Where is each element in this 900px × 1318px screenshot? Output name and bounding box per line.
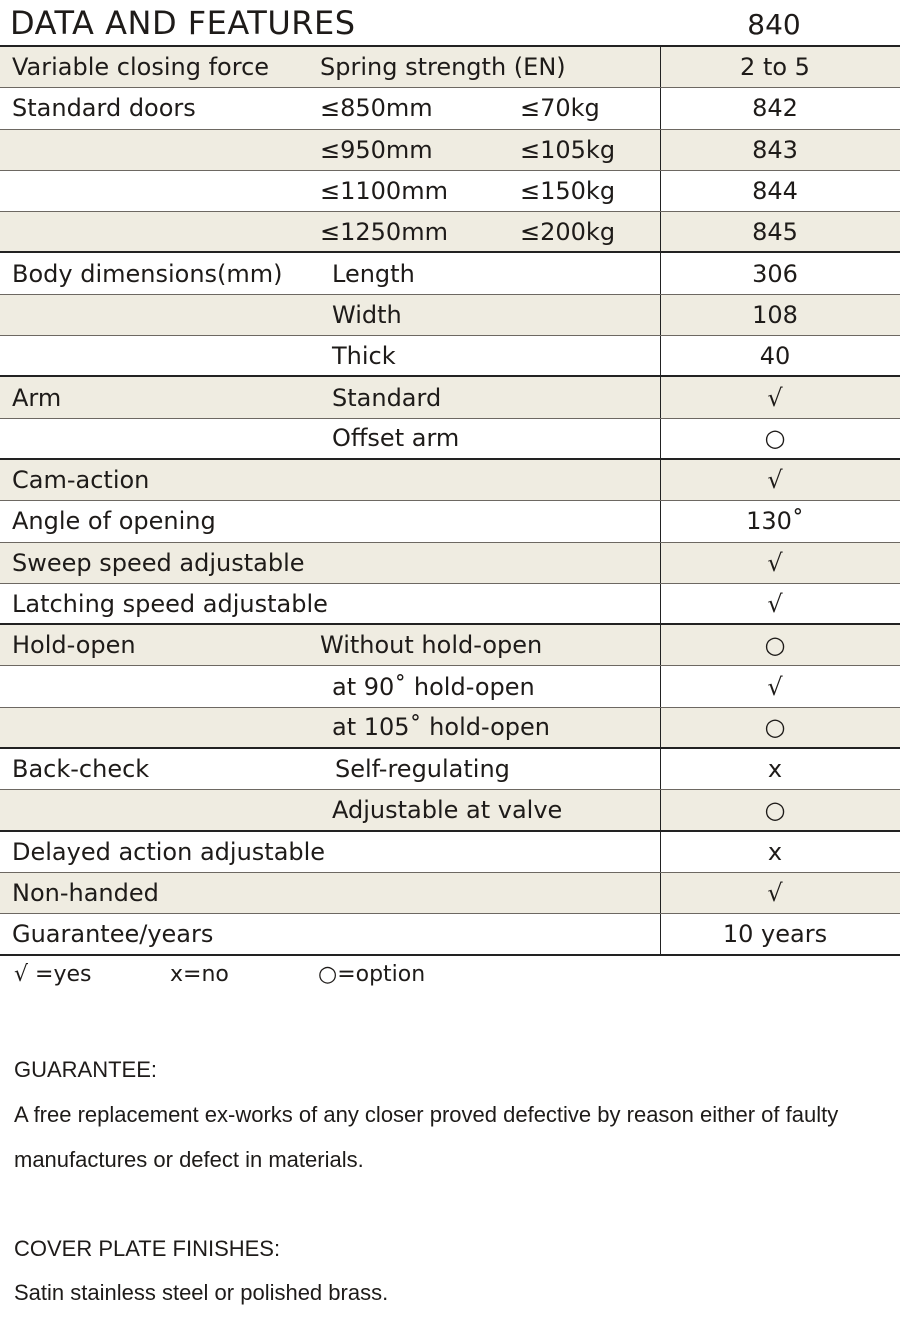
row-value: 130˚	[660, 501, 889, 541]
guarantee-heading: GUARANTEE:	[14, 1057, 158, 1082]
table-row	[0, 295, 900, 336]
table-row	[0, 171, 900, 212]
row-weight: ≤70kg	[520, 94, 600, 123]
row-sublabel: Adjustable at valve	[332, 795, 563, 824]
row-value: √	[660, 460, 889, 500]
row-sublabel: Offset arm	[332, 424, 460, 453]
row-value: √	[660, 584, 889, 623]
table-row	[0, 460, 900, 501]
table-row	[0, 625, 900, 666]
row-value: x	[660, 749, 889, 789]
table-row	[0, 336, 900, 377]
row-value: 2 to 5	[660, 47, 889, 87]
table-row	[0, 708, 900, 749]
table-row	[0, 666, 900, 707]
page-title: DATA AND FEATURES	[10, 4, 356, 42]
row-value: x	[660, 832, 889, 872]
row-sublabel: Self-regulating	[335, 755, 510, 784]
table-row	[0, 873, 900, 914]
row-sublabel: ≤950mm	[320, 135, 433, 164]
row-label: Delayed action adjustable	[12, 837, 326, 866]
row-value: √	[660, 377, 889, 417]
row-sublabel: ≤1100mm	[320, 177, 448, 206]
table-row	[0, 501, 900, 542]
table-row	[0, 832, 900, 873]
finishes-heading: COVER PLATE FINISHES:	[14, 1236, 281, 1261]
row-value: 306	[660, 253, 889, 293]
row-label: Latching speed adjustable	[12, 589, 328, 618]
legend-option: ○=option	[318, 962, 426, 987]
model-number: 840	[747, 8, 801, 41]
table-row	[0, 253, 900, 294]
row-label: Standard doors	[12, 94, 196, 123]
row-label: Variable closing force	[12, 53, 270, 82]
table-row	[0, 914, 900, 955]
table-row	[0, 212, 900, 253]
row-label: Back-check	[12, 755, 150, 784]
row-value: √	[660, 666, 889, 706]
row-sublabel: at 105˚ hold-open	[332, 713, 550, 742]
row-sublabel: Without hold-open	[320, 631, 543, 660]
table-row	[0, 47, 900, 88]
row-value: 843	[660, 130, 889, 170]
row-sublabel: Length	[332, 259, 415, 288]
guarantee-text: A free replacement ex-works of any closer proved defective by reason either of faulty manufactures or defect in materials.	[14, 1102, 839, 1172]
table-row	[0, 419, 900, 460]
row-value: ○	[660, 625, 889, 665]
row-sublabel: Width	[332, 300, 402, 329]
table-row	[0, 130, 900, 171]
row-weight: ≤105kg	[520, 135, 616, 164]
row-value: √	[660, 543, 889, 583]
table-row	[0, 543, 900, 584]
table-row	[0, 749, 900, 790]
row-value: ○	[660, 419, 889, 458]
legend-yes: √ =yes	[14, 962, 92, 987]
row-label: Arm	[12, 383, 62, 412]
table-row	[0, 790, 900, 831]
row-value: √	[660, 873, 889, 913]
table-row	[0, 88, 900, 129]
row-sublabel: Thick	[332, 341, 396, 370]
row-value: 108	[660, 295, 889, 335]
row-label: Angle of opening	[12, 507, 216, 536]
row-label: Cam-action	[12, 466, 150, 495]
row-value: ○	[660, 790, 889, 829]
row-label: Body dimensions(mm)	[12, 259, 283, 288]
row-value: 10 years	[660, 914, 889, 953]
row-sublabel: Standard	[332, 383, 442, 412]
features-table	[0, 45, 900, 956]
row-weight: ≤150kg	[520, 177, 616, 206]
row-weight: ≤200kg	[520, 217, 616, 246]
legend-no: x=no	[170, 962, 229, 987]
row-value: 842	[660, 88, 889, 128]
row-sublabel: ≤1250mm	[320, 217, 448, 246]
row-label: Sweep speed adjustable	[12, 548, 305, 577]
row-sublabel: at 90˚ hold-open	[332, 672, 535, 701]
row-label: Non-handed	[12, 879, 159, 908]
finishes-text: Satin stainless steel or polished brass.	[14, 1280, 389, 1305]
row-sublabel: ≤850mm	[320, 94, 433, 123]
row-value: 845	[660, 212, 889, 251]
row-label: Hold-open	[12, 631, 136, 660]
row-value: 844	[660, 171, 889, 211]
row-value: ○	[660, 708, 889, 747]
row-label: Guarantee/years	[12, 919, 214, 948]
row-value: 40	[660, 336, 889, 375]
table-row	[0, 584, 900, 625]
table-row	[0, 377, 900, 418]
row-sublabel: Spring strength (EN)	[320, 53, 566, 82]
